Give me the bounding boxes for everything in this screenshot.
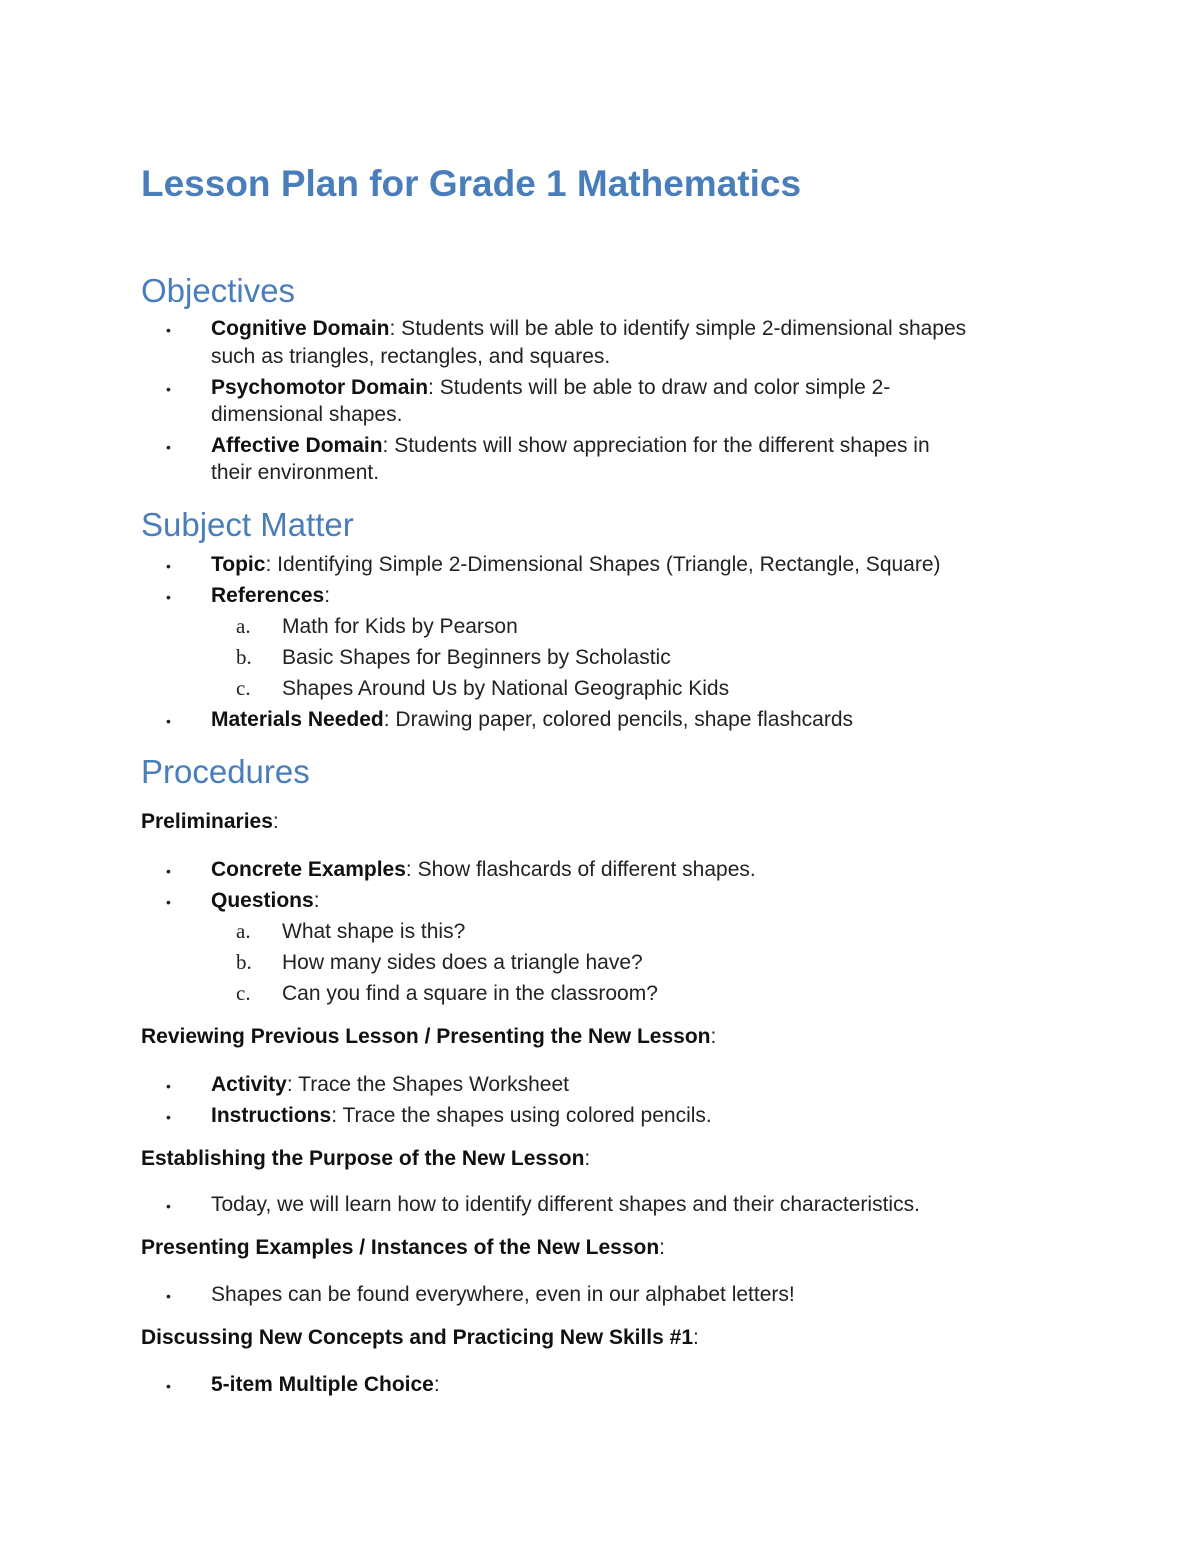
objective-item-continued: dimensional shapes. [211, 403, 403, 426]
bullet-icon: • [166, 863, 171, 879]
question-item: What shape is this? [282, 920, 466, 943]
objective-item-continued: such as triangles, rectangles, and squares. [211, 345, 611, 368]
materials-item: Materials Needed: Drawing paper, colored pencils, shape flashcards [211, 708, 854, 731]
subject-matter-heading: Subject Matter [141, 506, 354, 543]
discussing-subheading: Discussing New Concepts and Practicing New Skills #1: [141, 1326, 699, 1349]
topic-item: Topic: Identifying Simple 2-Dimensional Shapes (Triangle, Rectangle, Square) [211, 553, 941, 576]
examples-item: Shapes can be found everywhere, even in our alphabet letters! [211, 1283, 795, 1306]
list-letter: c. [236, 981, 251, 1005]
question-item: How many sides does a triangle have? [282, 951, 643, 974]
bullet-icon: • [166, 439, 171, 455]
activity-item: Activity: Trace the Shapes Worksheet [211, 1073, 569, 1096]
objective-item-continued: their environment. [211, 461, 380, 484]
list-letter: b. [236, 645, 252, 669]
reference-item: Basic Shapes for Beginners by Scholastic [282, 646, 671, 669]
bullet-icon: • [166, 381, 171, 397]
reviewing-subheading: Reviewing Previous Lesson / Presenting the New Lesson: [141, 1025, 717, 1048]
bullet-icon: • [166, 558, 171, 574]
objective-item: Psychomotor Domain: Students will be able to draw and color simple 2- [211, 376, 891, 399]
bullet-icon: • [166, 1109, 171, 1125]
list-letter: b. [236, 950, 252, 974]
objectives-heading: Objectives [141, 272, 296, 309]
document-title: Lesson Plan for Grade 1 Mathematics [141, 163, 802, 204]
instructions-item: Instructions: Trace the shapes using colored pencils. [211, 1104, 712, 1127]
bullet-icon: • [166, 1198, 171, 1214]
list-letter: a. [236, 919, 251, 943]
bullet-icon: • [166, 1288, 171, 1304]
examples-subheading: Presenting Examples / Instances of the New Lesson: [141, 1236, 666, 1259]
bullet-icon: • [166, 1378, 171, 1394]
list-letter: c. [236, 676, 251, 700]
concrete-examples-item: Concrete Examples: Show flashcards of different shapes. [211, 858, 756, 881]
references-item: References: [211, 584, 331, 607]
bullet-icon: • [166, 1078, 171, 1094]
multiple-choice-item: 5-item Multiple Choice: [211, 1373, 440, 1396]
objective-item: Affective Domain: Students will show appreciation for the different shapes in [211, 434, 930, 457]
bullet-icon: • [166, 894, 171, 910]
reference-item: Shapes Around Us by National Geographic Kids [282, 677, 730, 700]
purpose-subheading: Establishing the Purpose of the New Lesson: [141, 1147, 591, 1170]
question-item: Can you find a square in the classroom? [282, 982, 658, 1005]
questions-item: Questions: [211, 889, 320, 912]
list-letter: a. [236, 614, 251, 638]
procedures-heading: Procedures [141, 753, 310, 790]
bullet-icon: • [166, 713, 171, 729]
preliminaries-subheading: Preliminaries: [141, 810, 279, 833]
objective-item: Cognitive Domain: Students will be able to identify simple 2-dimensional shapes [211, 317, 967, 340]
purpose-item: Today, we will learn how to identify different shapes and their characteristics. [211, 1193, 920, 1216]
bullet-icon: • [166, 589, 171, 605]
reference-item: Math for Kids by Pearson [282, 615, 518, 638]
bullet-icon: • [166, 322, 171, 338]
